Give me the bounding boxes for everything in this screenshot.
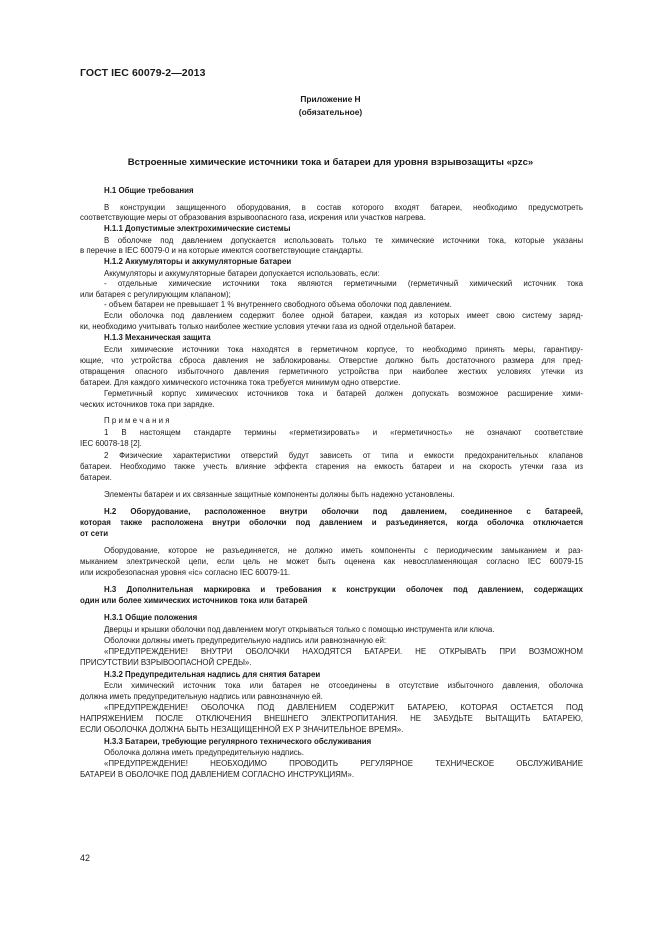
section-heading-line: Н.1.3 Механическая защита (104, 333, 211, 342)
text-line: Оболочки должны иметь предупредительную надпись или равнозначную ей: (104, 636, 387, 645)
text-line: - объем батареи не превышает 1 % внутреннего свободного объема оболочки под давлением. (104, 300, 452, 309)
text-line: Если химические источники тока находятся в герметичном корпусе, то необходимо принять меры, гарантиру- (104, 345, 583, 354)
text-line: или батарея с регулирующим клапаном); (80, 290, 231, 299)
text-line: 2 Физические характеристики отверстий будут зависеть от типа и емкости предохранительных клапанов (104, 451, 583, 460)
text-line: соответствующие меры от образования взрывоопасного газа, искрения или участков нагрева. (80, 213, 426, 222)
section-heading-line: Н.3 Дополнительная маркировка и требования к конструкции оболочек под давлением, содержащих (104, 585, 583, 594)
text-line: НАПРЯЖЕНИЕМ ПОСЛЕ ОТКЛЮЧЕНИЯ ВНЕШНЕГО ЭЛЕКТРОПИТАНИЯ. НЕ ЗАБУДЬТЕ ВЫТАЩИТЬ БАТАРЕЮ, (80, 714, 583, 723)
text-line: ЕСЛИ ОБОЛОЧКА ДОЛЖНА БЫТЬ НЕЗАЩИЩЕННОЙ ЕХ Р ЗНАЧИТЕЛЬНОЕ ВРЕМЯ». (80, 725, 404, 734)
text-line: ющие, что устройства сброса давления не заблокированы. Отверстие должно быть достаточного размера для пред- (80, 356, 583, 365)
section-heading-line: Н.1.1 Допустимые электрохимические системы (104, 224, 291, 233)
text-line: ПРИСУТСТВИИ ВЗРЫВООПАСНОЙ СРЕДЫ». (80, 658, 252, 667)
annex-label: Приложение Н (300, 94, 361, 104)
page-number: 42 (80, 853, 91, 863)
section-heading-line: Н.3.2 Предупредительная надпись для снятия батареи (104, 670, 321, 679)
text-line: мыканием электрической цепи, если цель не может быть оценена как невоспламеняющая согласно IEC 60079-15 (80, 557, 583, 566)
text-line: батареи. Необходимо также учесть влияние эффекта старения на емкость батареи и на скорость утечки газа из (80, 462, 583, 471)
text-line: Элементы батареи и их связанные защитные компоненты должны быть надежно установлены. (104, 490, 455, 499)
text-line: батареи. Для каждого химического источника тока требуется минимум одно отверстие. (80, 378, 401, 387)
text-line: Если химический источник тока или батарея не отсоединены в отсутствие избыточного давления, оболочка (104, 681, 583, 690)
text-line: «ПРЕДУПРЕЖДЕНИЕ! ОБОЛОЧКА ПОД ДАВЛЕНИЕМ СОДЕРЖИТ БАТАРЕЮ, КОТОРАЯ ОСТАЕТСЯ ПОД (104, 703, 583, 712)
section-heading-line: Н.3.3 Батареи, требующие регулярного технического обслуживания (104, 737, 372, 746)
text-line: Оболочка должна иметь предупредительную надпись. (104, 748, 304, 757)
section-heading-line: Н.1.2 Аккумуляторы и аккумуляторные батареи (104, 257, 292, 266)
section-heading-line: от сети (80, 529, 109, 538)
section-heading-line: один или более химических источников тока или батарей (80, 596, 308, 605)
text-line: ческих источников тока при зарядке. (80, 400, 215, 409)
text-line: БАТАРЕИ В ОБОЛОЧКЕ ПОД ДАВЛЕНИЕМ СОГЛАСНО ИНСТРУКЦИЯМ». (80, 770, 355, 779)
text-line: П р и м е ч а н и я (104, 416, 170, 425)
annex-title: Встроенные химические источники тока и батареи для уровня взрывозащиты «pzc» (127, 157, 534, 168)
text-line: «ПРЕДУПРЕЖДЕНИЕ! НЕОБХОДИМО ПРОВОДИТЬ РЕГУЛЯРНОЕ ТЕХНИЧЕСКОЕ ОБСЛУЖИВАНИЕ (104, 759, 583, 768)
text-line: отвращения опасного избыточного давления герметичного устройства при наиболее жестких условиях утечки из (80, 367, 583, 376)
text-line: Герметичный корпус химических источников тока и батарей должен допускать возможное расширение хими- (104, 389, 583, 398)
section-heading-line: Н.1 Общие требования (104, 186, 194, 195)
text-line: или искробезопасная уровня «ic» согласно IEC 60079-11. (80, 568, 291, 577)
text-line: В оболочке под давлением допускается использовать только те химические источники тока, которые указаны (104, 236, 583, 245)
standard-header: ГОСТ IEC 60079-2—2013 (80, 67, 206, 79)
text-line: IEC 60078-18 [2]. (80, 439, 142, 448)
text-line: Если оболочка под давлением содержит более одной батареи, каждая из которых имеет свою систему заряд- (104, 311, 583, 320)
text-line: 1 В настоящем стандарте термины «герметизировать» и «герметичность» не означают соответствие (104, 428, 583, 437)
text-line: Аккумуляторы и аккумуляторные батареи допускается использовать, если: (104, 269, 380, 278)
section-heading-line: которая также расположена внутри оболочки под давлением и разъединяется, когда оболочка отключается (80, 518, 583, 527)
annex-status: (обязательное) (298, 107, 363, 117)
text-line: ки, необходимо учитывать только наиболее жесткие условия утечки газа из одной отдельной батареи. (80, 322, 456, 331)
text-line: «ПРЕДУПРЕЖДЕНИЕ! ВНУТРИ ОБОЛОЧКИ НАХОДЯТСЯ БАТАРЕИ. НЕ ОТКРЫВАТЬ ПРИ ВОЗМОЖНОМ (104, 647, 583, 656)
text-line: - отдельные химические источники тока являются герметичными (герметичный химический источник тока (104, 279, 583, 288)
text-line: Дверцы и крышки оболочки под давлением могут открываться только с помощью инструмента или ключа. (104, 625, 495, 634)
section-heading-line: Н.2 Оборудование, расположенное внутри оболочки под давлением, соединенное с батареей, (104, 507, 583, 516)
text-line: батареи. (80, 473, 112, 482)
text-line: Оборудование, которое не разъединяется, не должно иметь компоненты с периодическим замыканием и раз- (104, 546, 583, 555)
text-line: В конструкции защищенного оборудования, в состав которого входят батареи, необходимо предусмотреть (104, 203, 583, 212)
text-line: должна иметь предупредительную надпись или равнозначную ей. (80, 692, 323, 701)
section-heading-line: Н.3.1 Общие положения (104, 613, 198, 622)
text-line: в перечне в IEC 60079-0 и на которые имеются соответствующие стандарты. (80, 246, 364, 255)
